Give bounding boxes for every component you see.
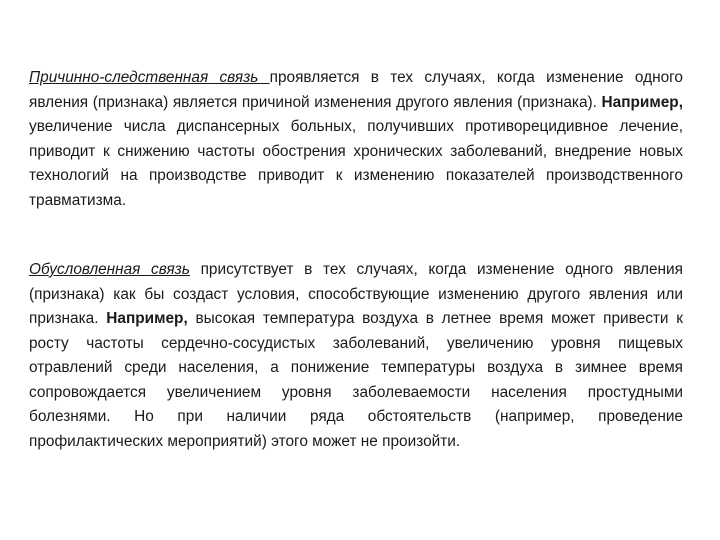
example-label: Например, (106, 310, 188, 327)
paragraph-text: присутствует в тех случаях, когда изменение одного явления (признака) как бы создаст условия, способствующие изменению другого явления или признака. (29, 261, 683, 327)
term-conditional-relationship: Обусловленная связь (29, 261, 190, 278)
paragraph-conditional-relationship (29, 258, 683, 454)
term-causal-relationship: Причинно-следственная связь (29, 69, 270, 86)
paragraph-causal-relationship (29, 66, 683, 213)
paragraph-text: проявляется в тех случаях, когда изменение одного явления (признака) является причиной изменения другого явления (признака). (29, 69, 683, 111)
paragraph-text: увеличение числа диспансерных больных, получивших противорецидивное лечение, приводит к снижению частоты обострения хронических заболеваний, внедрение новых технологий на производстве приводит к изменению показателей производственного травматизма. (29, 118, 683, 209)
paragraph-text: высокая температура воздуха в летнее время может привести к росту частоты сердечно-сосудистых заболеваний, увеличению уровня пищевых отравлений среди населения, а понижение температуры воздуха в зимнее время сопровождается увеличением уровня заболеваемости населения простудными болезнями. Но при наличии ряда обстоятельств (например, проведение профилактических мероприятий) этого может не произойти. (29, 310, 684, 450)
example-label: Например, (601, 93, 683, 111)
